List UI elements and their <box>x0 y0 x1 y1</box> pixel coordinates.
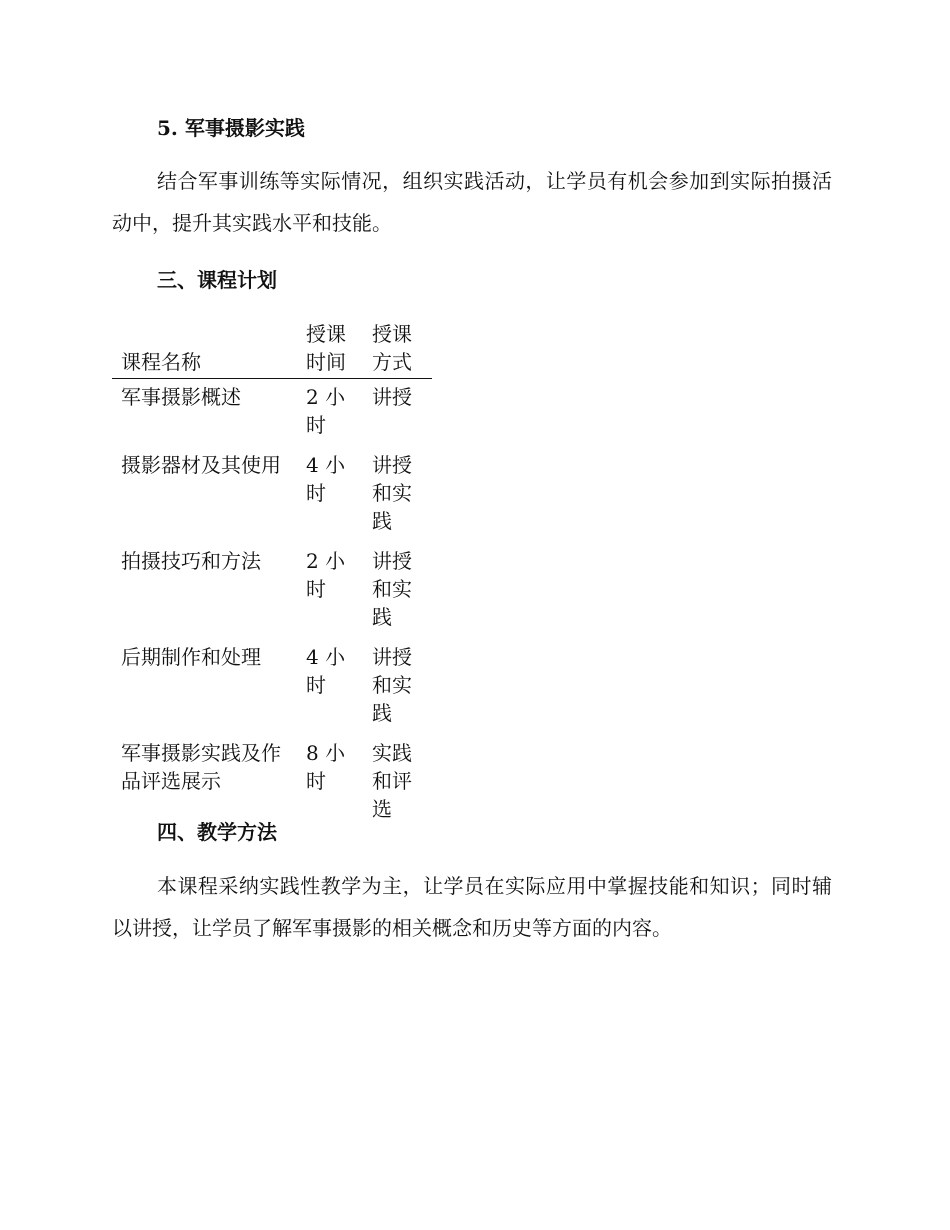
cell-teaching-mode: 讲授 <box>372 385 412 409</box>
cell-course-name: 军事摄影实践及作品评选展示 <box>121 741 281 793</box>
cell-teaching-mode: 实践和评选 <box>372 741 412 821</box>
cell-course-name: 拍摄技巧和方法 <box>121 549 261 573</box>
paragraph-practice: 结合军事训练等实际情况，组织实践活动，让学员有机会参加到实际拍摄活动中，提升其实践水平和技能。 <box>112 169 832 235</box>
section-heading-method: 四、教学方法 <box>157 820 277 844</box>
table-row <box>112 637 432 733</box>
section-heading-plan: 三、课程计划 <box>157 268 277 292</box>
cell-teaching-time: 4 小时 <box>306 645 346 697</box>
table-row <box>112 733 432 829</box>
cell-teaching-time: 4 小时 <box>306 453 346 505</box>
cell-course-name: 摄影器材及其使用 <box>121 453 281 477</box>
cell-teaching-mode: 讲授和实践 <box>372 549 412 629</box>
cell-teaching-mode: 讲授和实践 <box>372 645 412 725</box>
table-row <box>112 541 432 637</box>
paragraph-method: 本课程采纳实践性教学为主，让学员在实际应用中掌握技能和知识；同时辅以讲授，让学员了解军事摄影的相关概念和历史等方面的内容。 <box>112 874 832 940</box>
table-header-row <box>112 320 432 379</box>
cell-teaching-mode: 讲授和实践 <box>372 453 412 533</box>
cell-teaching-time: 2 小时 <box>306 385 346 437</box>
header-course-name: 课程名称 <box>112 320 306 379</box>
header-teaching-time: 授课时间 <box>306 320 372 379</box>
section-heading-practice: 5. 军事摄影实践 <box>157 116 305 140</box>
table-row <box>112 379 432 446</box>
course-plan-table <box>112 320 432 829</box>
cell-course-name: 军事摄影概述 <box>121 385 241 409</box>
cell-teaching-time: 2 小时 <box>306 549 346 601</box>
cell-teaching-time: 8 小时 <box>306 741 346 793</box>
header-teaching-mode: 授课方式 <box>372 320 432 379</box>
table-row <box>112 445 432 541</box>
cell-course-name: 后期制作和处理 <box>121 645 261 669</box>
